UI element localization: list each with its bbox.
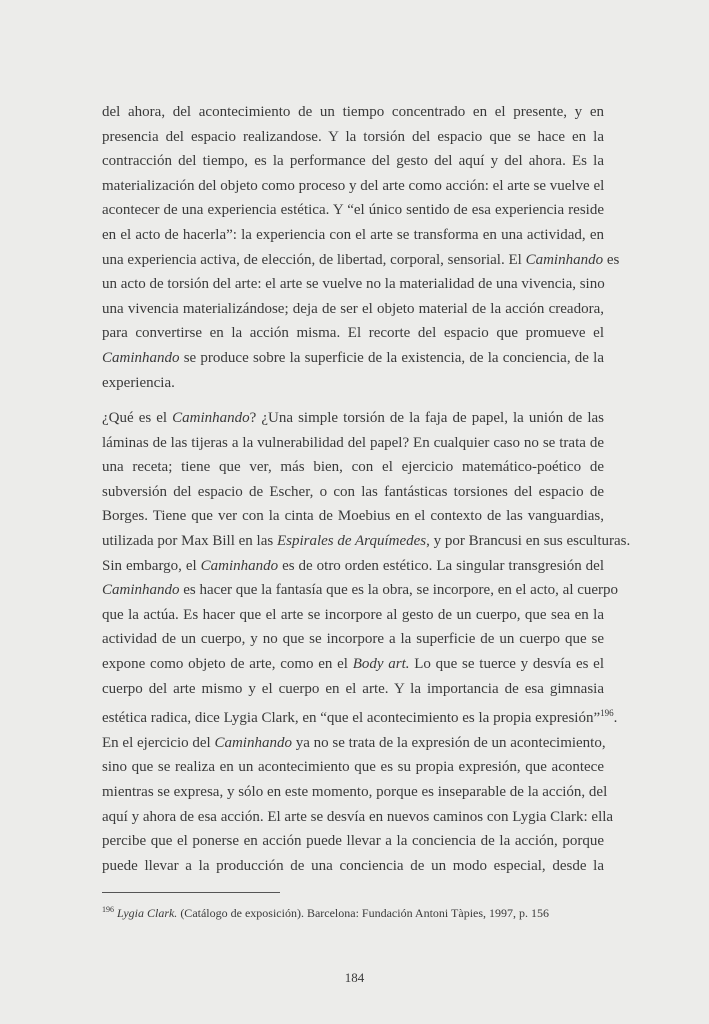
- text-line: Sin embargo, el Caminhando es de otro orden estético. La singular transgresión del: [102, 557, 604, 574]
- italic-title: Body art.: [352, 655, 410, 672]
- text-line: mientras se expresa, y sólo en este momento, porque es inseparable de la acción, del: [102, 783, 608, 800]
- text-line: Caminhando se produce sobre la superficie de la existencia, de la conciencia, de la: [102, 349, 604, 366]
- text-line: del ahora, del acontecimiento de un tiempo concentrado en el presente, y en: [102, 104, 604, 120]
- text-line: que la actúa. Es hacer que el arte se incorpore al gesto de un cuerpo, que sea en la: [102, 606, 604, 623]
- italic-title: Caminhando: [200, 557, 279, 574]
- paragraph-2: [102, 406, 631, 878]
- text-line: estética radica, dice Lygia Clark, en “que el acontecimiento es la propia expresión”$^{196}$.: [102, 708, 618, 727]
- text-line: percibe que el ponerse en acción puede llevar a la conciencia de la acción, porque: [102, 833, 604, 850]
- text-line: sino que se realiza en un acontecimiento que es su propia expresión, que acontece: [102, 759, 604, 776]
- text-line: ¿Qué es el Caminhando? ¿Una simple torsión de la faja de papel, la unión de las: [102, 410, 605, 426]
- text-line: una receta; tiene que ver, más bien, con el ejercicio matemático-poético de: [102, 459, 604, 476]
- text-line: láminas de las tijeras a la vulnerabilidad del papel? En cualquier caso no se trata de: [102, 434, 604, 451]
- text-line: Borges. Tiene que ver con la cinta de Moebius en el contexto de las vanguardias,: [102, 508, 604, 525]
- text-line: expone como objeto de arte, como en el Body art. Lo que se tuerce y desvía es el: [102, 655, 605, 672]
- footnote: [102, 902, 604, 921]
- footnote-reference[interactable]: 196: [600, 708, 614, 719]
- text-line: En el ejercicio del Caminhando ya no se trata de la expresión de un acontecimiento,: [102, 734, 606, 751]
- italic-title: Caminhando: [214, 734, 292, 751]
- italic-title: Caminhando: [102, 582, 180, 599]
- footnote-text: (Catálogo de exposición). Barcelona: Fundación Antoni Tàpies, 1997, p. 156: [177, 906, 550, 920]
- text-line: una experiencia activa, de elección, de libertad, corporal, sensorial. El Caminhando es: [102, 251, 620, 268]
- text-line: experiencia.: [102, 374, 175, 391]
- italic-title: Caminhando: [172, 410, 250, 426]
- text-line: una vivencia materializándose; deja de ser el objeto material de la acción creadora,: [102, 300, 604, 317]
- footnote-divider: [102, 892, 280, 893]
- italic-title: Espirales de Arquímedes: [276, 532, 427, 549]
- page-number: 184: [344, 970, 365, 985]
- text-line: contracción del tiempo, es la performance del gesto del aquí y del ahora. Es la: [102, 153, 604, 170]
- text-line: Caminhando es hacer que la fantasía que es la obra, se incorpore, en el acto, al cuerpo: [102, 582, 619, 599]
- text-line: para convertirse en la acción misma. El recorte del espacio que promueve el: [102, 325, 604, 342]
- text-line: aquí y ahora de esa acción. El arte se desvía en nuevos caminos con Lygia Clark: ella: [102, 808, 614, 825]
- text-line: cuerpo del arte mismo y el cuerpo en el arte. Y la importancia de esa gimnasia: [102, 680, 604, 697]
- text-line: un acto de torsión del arte: el arte se vuelve no la materialidad de una vivencia, sino: [102, 276, 605, 293]
- text-line: utilizada por Max Bill en las Espirales de Arquímedes, y por Brancusi en sus esculturas.: [102, 532, 631, 549]
- text-line: actividad de un cuerpo, y no que se incorpore a la superficie de un cuerpo que se: [102, 631, 604, 648]
- text-line: puede llevar a la producción de una conciencia de un modo especial, desde la: [102, 857, 604, 874]
- text-line: acontecer de una experiencia estética. Y “el único sentido de esa experiencia reside: [102, 202, 604, 219]
- text-line: subversión del espacio de Escher, o con las fantásticas torsiones del espacio de: [102, 483, 604, 500]
- italic-title: Caminhando: [525, 251, 604, 268]
- paragraph-1: [102, 100, 620, 395]
- text-line: materialización del objeto como proceso y del arte como acción: el arte se vuelve el: [102, 177, 605, 194]
- text-line: en el acto de hacerla”: la experiencia con el arte se transforma en una actividad, en: [102, 226, 604, 243]
- italic-title: Caminhando: [102, 349, 180, 366]
- footnote-italic-title: Lygia Clark.: [117, 906, 178, 920]
- footnote-number: 196: [102, 905, 114, 914]
- text-line: presencia del espacio realizandose. Y la torsión del espacio que se hace en la: [102, 128, 604, 145]
